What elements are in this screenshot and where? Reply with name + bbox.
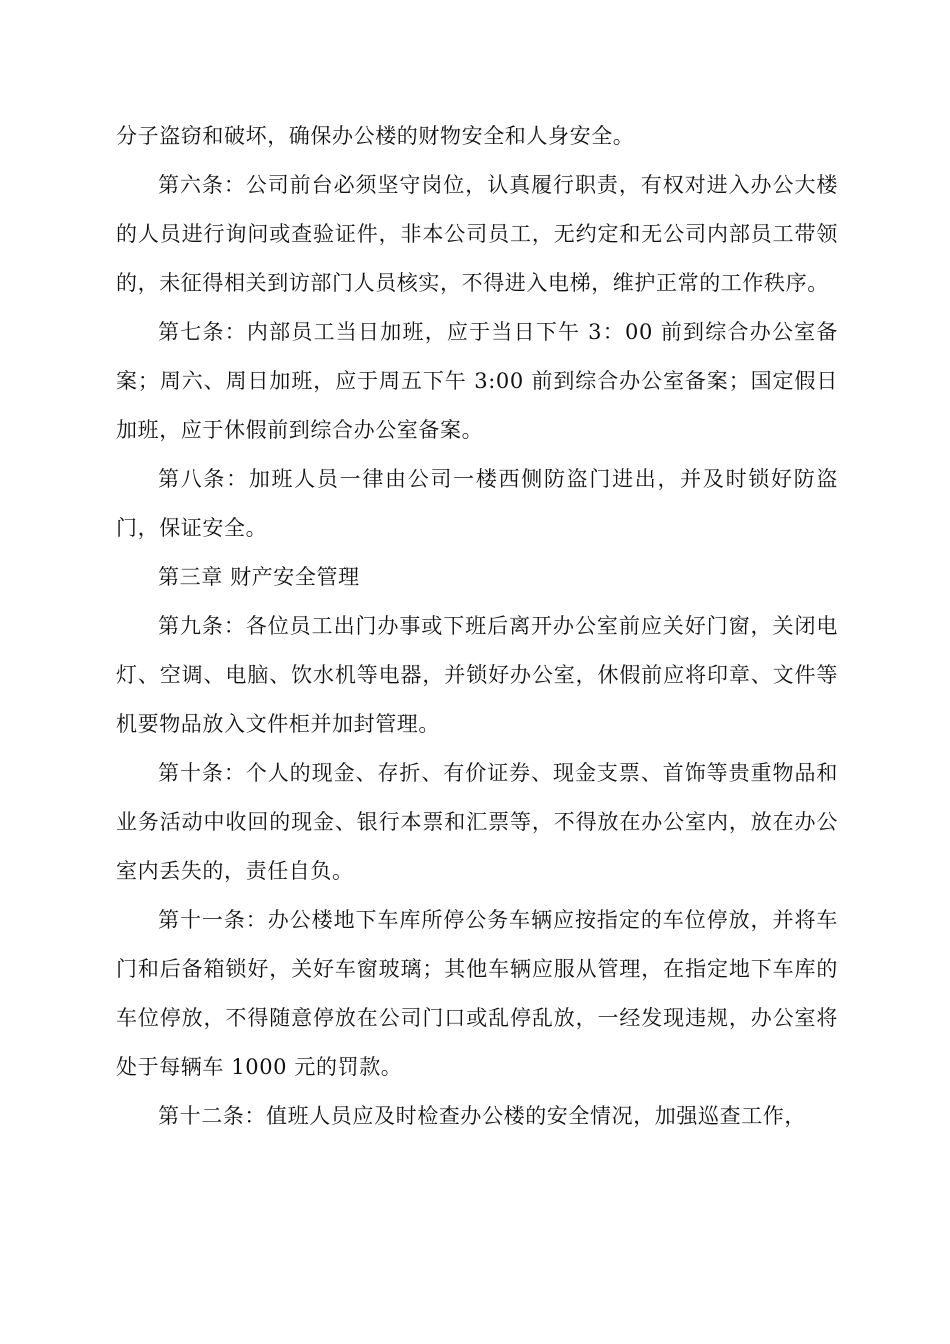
document-body	[116, 112, 838, 1141]
article-7: 第七条：内部员工当日加班，应于当日下午 3：00 前到综合办公室备案；周六、周日加班，应于周五下午 3:00 前到综合办公室备案；国定假日加班，应于休假前到综合办公室备案。	[116, 320, 838, 442]
article-6: 第六条：公司前台必须坚守岗位，认真履行职责，有权对进入办公大楼的人员进行询问或查验证件，非本公司员工，无约定和无公司内部员工带领的，未征得相关到访部门人员核实，不得进入电梯，维护正常的工作秩序。	[116, 173, 838, 295]
paragraph-continuation: 分子盗窃和破坏，确保办公楼的财物安全和人身安全。	[116, 124, 635, 148]
article-12: 第十二条：值班人员应及时检查办公楼的安全情况，加强巡查工作，	[158, 1104, 806, 1128]
article-9: 第九条：各位员工出门办事或下班后离开办公室前应关好门窗，关闭电灯、空调、电脑、饮水机等电器，并锁好办公室，休假前应将印章、文件等机要物品放入文件柜并加封管理。	[116, 614, 838, 736]
chapter-heading: 第三章 财产安全管理	[158, 565, 360, 589]
article-11: 第十一条：办公楼地下车库所停公务车辆应按指定的车位停放，并将车门和后备箱锁好，关好车窗玻璃；其他车辆应服从管理，在指定地下车库的车位停放，不得随意停放在公司门口或乱停乱放，一经发现违规，办公室将处于每辆车 1000 元的罚款。	[116, 908, 838, 1079]
article-8: 第八条：加班人员一律由公司一楼西侧防盗门进出，并及时锁好防盗门，保证安全。	[116, 467, 838, 540]
article-10: 第十条：个人的现金、存折、有价证券、现金支票、首饰等贵重物品和业务活动中收回的现金、银行本票和汇票等，不得放在办公室内，放在办公室内丢失的，责任自负。	[116, 761, 838, 883]
